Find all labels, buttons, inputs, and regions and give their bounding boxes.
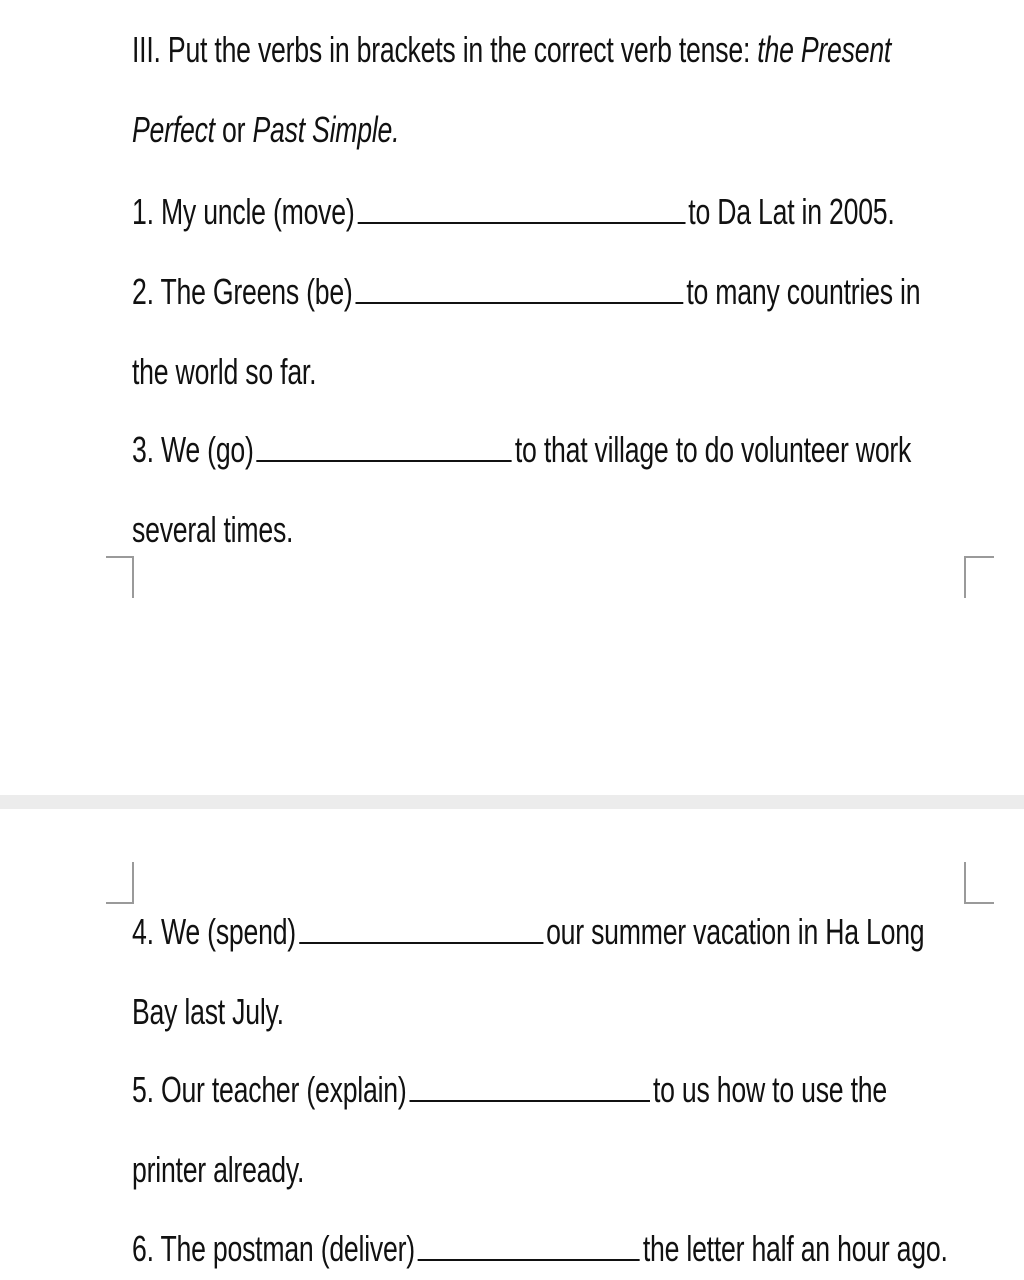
question-5-continuation: printer already. — [132, 1149, 305, 1190]
exercise-title-line-1 — [132, 30, 891, 70]
question-3-prompt: 3. We (go) — [132, 429, 254, 470]
question-4-rest: our summer vacation in Ha Long — [546, 911, 925, 952]
question-4-continuation: Bay last July. — [132, 991, 284, 1032]
question-5 — [132, 1070, 887, 1110]
question-2-prompt: 2. The Greens (be) — [132, 271, 353, 312]
question-3-continuation: several times. — [132, 509, 294, 550]
exercise-title-text: III. Put the verbs in brackets in the correct verb tense: — [132, 29, 758, 70]
exercise-title-italic-past-simple: Past Simple. — [252, 109, 400, 150]
question-6-answer-blank[interactable] — [418, 1231, 640, 1261]
question-4-answer-blank[interactable] — [299, 914, 543, 944]
question-6 — [132, 1229, 948, 1269]
question-6-rest: the letter half an hour ago. — [642, 1228, 948, 1269]
question-5-rest: to us how to use the — [652, 1069, 887, 1110]
question-1-answer-blank[interactable] — [357, 194, 685, 224]
question-2-rest: to many countries in — [686, 271, 921, 312]
question-1-rest: to Da Lat in 2005. — [688, 191, 895, 232]
question-2 — [132, 272, 920, 312]
question-3 — [132, 430, 911, 470]
question-2-answer-blank[interactable] — [356, 274, 684, 304]
exercise-title-italic-perfect: Perfect — [132, 109, 215, 150]
question-1 — [132, 192, 895, 232]
page-margin-corner-bottom-right — [964, 862, 994, 904]
question-3-rest: to that village to do volunteer work — [514, 429, 912, 470]
page-margin-corner-bottom-left — [106, 862, 134, 904]
question-5-answer-blank[interactable] — [409, 1072, 650, 1102]
document-page-2 — [0, 809, 1024, 1280]
exercise-title-or: or — [214, 109, 253, 150]
question-2-continuation: the world so far. — [132, 351, 317, 392]
question-1-prompt: 1. My uncle (move) — [132, 191, 355, 232]
page-margin-corner-top-left — [106, 556, 134, 598]
question-6-prompt: 6. The postman (deliver) — [132, 1228, 415, 1269]
exercise-title-line-2 — [132, 110, 399, 150]
page-separator — [0, 795, 1024, 809]
question-5-prompt: 5. Our teacher (explain) — [132, 1069, 407, 1110]
exercise-title-italic-present: the Present — [757, 29, 892, 70]
question-4 — [132, 912, 924, 952]
page-margin-corner-top-right — [964, 556, 994, 598]
question-3-answer-blank[interactable] — [257, 432, 512, 462]
question-4-prompt: 4. We (spend) — [132, 911, 296, 952]
